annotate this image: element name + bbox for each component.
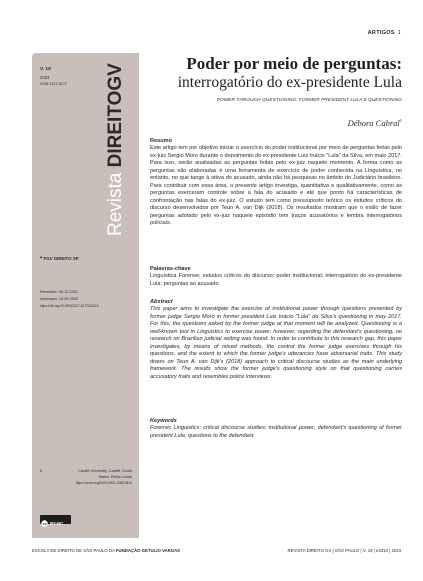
english-title: POWER THROUGH QUESTIONING: FORMER PRESIDENT LULA'S QUESTIONING — [216, 97, 402, 102]
journal-word-gv: GV — [105, 63, 126, 91]
abstract-heading: Abstract — [150, 299, 173, 305]
doi-link[interactable]: https://doi.org/10.1590/2317-6172202310 — [40, 304, 99, 308]
author-footnote-mark: 1 — [399, 118, 402, 124]
journal-logo — [104, 63, 126, 238]
article-title: Poder por meio de perguntas: — [186, 54, 402, 73]
resumo-text: Este artigo tem por objetivo iniciar o exercício do poder institucional por meio de perguntas feitas pelo ex-juiz Sergio Moro durante o depoimento do ex-presidente Luiz Inácio "Lula" da Silva, em maio 2017. Para isso, serão analisadas as perguntas feitas pelo ex-juiz naquele momento. A forma como as perguntas são elaboradas é uma ferramenta de exercício de poder conhecida na Linguística, no entanto, no que tange à oitiva do acusado, ainda não há pesquisas no âmbito do Judiciário brasileiro. Para contribuir com essa área, o presente artigo investiga, quantitativa e qualitativamente, como as perguntas exerceram controle sobre a fala do acusado e até que ponto há características de confrontação nas falas do ex-juiz. O estudo tem como pressuposto teórico os estudos críticos do discurso desenvolvidos por Teun A. van Dijk (2018). Os resultados mostram que o estilo de fazer perguntas adotado pelo ex-juiz naquele episódio tem traços acusatórios e lembra interrogatórios policiais. — [150, 145, 402, 227]
resumo-heading: Resumo — [150, 138, 173, 144]
dates-block — [40, 288, 78, 302]
svg-text:BY-NC: BY-NC — [50, 521, 64, 526]
keywords-pt-heading: Palavras-chave — [150, 266, 191, 272]
svg-text:cc: cc — [42, 521, 47, 526]
fgv-label: FGV DIREITO SP — [43, 256, 79, 261]
issn-label: ISSN 2317-6172 — [40, 82, 67, 86]
orcid-link[interactable]: https://orcid.org/0000-0003-1085-0810 — [75, 481, 132, 485]
fgv-logo — [40, 256, 79, 262]
footer-citation: REVISTA DIREITO GV | SÃO PAULO | V. 19 | e2310 | 2023 — [287, 548, 401, 553]
keywords-en-heading: Keywords — [150, 418, 177, 424]
author-text: Débora Cabral — [347, 118, 400, 128]
fgv-mark-icon: ❝ — [40, 256, 44, 261]
affiliation-number: 1 — [40, 469, 43, 473]
approved-date: Aprovado: 13.09.2022 — [40, 296, 79, 301]
abstract-text: This paper aims to investigate the exercise of institutional power through questions presented by former judge Sergio Moro in former president Luiz Inácio "Lula" da Silva's questioning in may 2017. For this, the questions asked by the former judge at that moment will be analyzed. Questioning is a well-known tool in Linguistics to exercise power, however, regarding the defendant's questioning, no research on Brazilian judicial setting was found. In order to contribute to this research gap, this paper investigates, by means of mixed methods, the control the former judge exercises through his questions, and the extent to which the former judge's utterances have adversarial traits. This study draws on Teun A. van Dijk's (2018) approach to critical discourse studies as the main underlying framework. The results show the former judge's questioning style on that questioning carries accusatory traits and resembles police interviews. — [150, 306, 402, 380]
article-subtitle: interrogatório do ex-presidente Lula — [177, 74, 402, 91]
affiliation-line1: Cardiff University, Cardiff, South — [78, 469, 132, 473]
journal-word-revista: Revista — [105, 167, 126, 236]
volume-label: V. 19 — [40, 67, 51, 72]
received-date: Recebido: 08.12.2021 — [40, 289, 79, 294]
svg-text:Revista DIREITOGV — [105, 63, 126, 236]
keywords-en-text: Forensic Linguistics; critical discourse studies; institutional power; defendant's questioning of former president Lula; questions to the defendant. — [150, 425, 402, 439]
footer-institution-name: FUNDAÇÃO GETULIO VARGAS — [115, 548, 181, 553]
journal-word-direito: DIREITO — [105, 90, 126, 168]
footer-institution-prefix: ESCOLA DE DIREITO DE SÃO PAULO DA — [32, 548, 116, 553]
affiliation-line2: Wales, Reino Unido — [98, 475, 132, 479]
section-label: ARTIGOS — [367, 30, 395, 36]
footer-institution — [32, 548, 180, 553]
section-tag — [368, 30, 401, 36]
keywords-pt-text: Linguística Forense; estudos críticos do discurso; poder institucional; interrogatório do ex-presidente Lula; perguntas ao acusado. — [150, 273, 402, 287]
section-number: 1 — [397, 30, 401, 36]
license-badge[interactable] — [40, 515, 71, 524]
year-label: 2023 — [40, 75, 50, 80]
author-name — [300, 118, 402, 128]
